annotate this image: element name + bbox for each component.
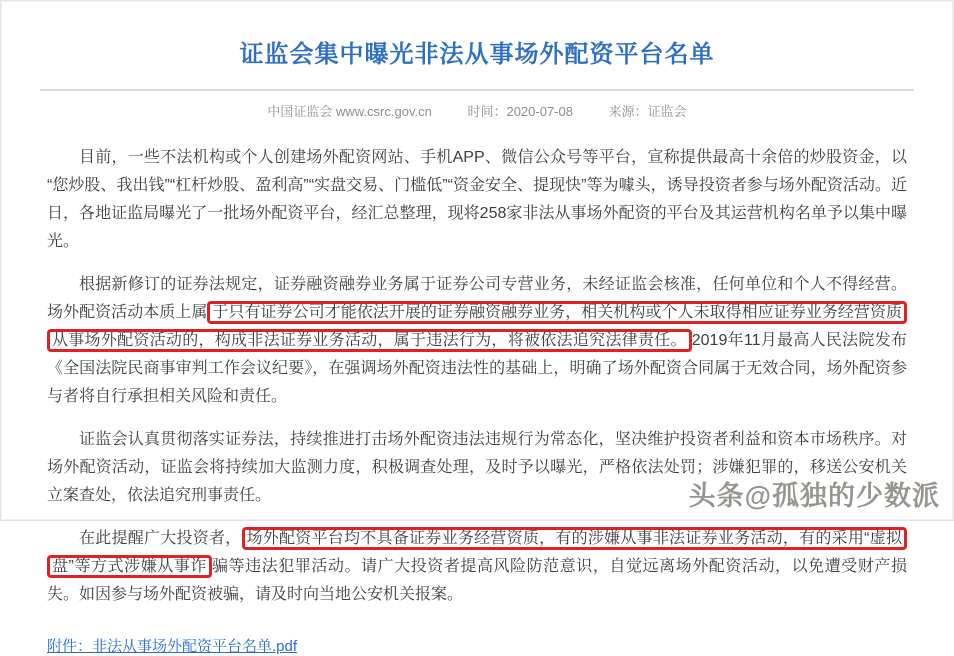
meta-publish-time: 时间：2020-07-08 — [467, 104, 573, 119]
red-highlight-box-investor-warning: 场外配资平台均不具备证券业务经营资质，有的涉嫌从事非法证券业务活动，有的采用“虚拟盘”等方式涉嫌从事诈 — [47, 527, 907, 578]
header-divider — [40, 89, 914, 91]
article-body — [2, 144, 952, 609]
article-meta — [2, 101, 952, 120]
toutiao-watermark: 头条@孤独的少数派 — [688, 481, 940, 511]
attachment-pdf-link[interactable]: 附件：非法从事场外配资平台名单.pdf — [47, 638, 298, 655]
paragraph-4-text-pre: 在此提醒广大投资者， — [79, 530, 242, 547]
paragraph-2-text-post: 2019年11月最高人民法院发布《全国法院民商事审判工作会议纪要》，在强调场外配资违法性的基础上，明确了场外配资合同属于无效合同，场外配资参与者将自行承担相关风险和责任。 — [47, 332, 907, 405]
paragraph-4 — [47, 525, 907, 609]
page-title: 证监会集中曝光非法从事场外配资平台名单 — [239, 41, 715, 68]
paragraph-2-text-pre: 根据新修订的证券法规定，证券融资融券业务属于证券公司专营业务，未经证监会核准，任何单位和个人不得经营。场外配资活动本质上属 — [47, 276, 907, 321]
attachment-row — [2, 635, 952, 656]
paragraph-4-text-post: 骗等违法犯罪活动。请广大投资者提高风险防范意识，自觉远离场外配资活动，以免遭受财产损失。如因参与场外配资被骗，请及时向当地公安机关报案。 — [47, 558, 907, 603]
paragraph-1-text: 目前，一些不法机构或个人创建场外配资网站、手机APP、微信公众号等平台，宣称提供最高十余倍的炒股资金，以“您炒股、我出钱”“杠杆炒股、盈利高”“实盘交易、门槛低”“资金安全、提现快”等为噱头，诱导投资者参与场外配资活动。近日，各地证监局曝光了一批场外配资平台，经汇总整理，现将258家非法从事场外配资的平台及其运营机构名单予以集中曝光。 — [47, 149, 907, 250]
red-highlight-box-legal-liability: 于只有证券公司才能依法开展的证券融资融券业务，相关机构或个人未取得相应证券业务经营资质从事场外配资活动的，构成非法证券业务活动，属于违法行为，将被依法追究法律责任。 — [47, 301, 907, 352]
paragraph-1 — [47, 144, 907, 256]
meta-origin: 来源：证监会 — [608, 104, 687, 119]
paragraph-3-text: 证监会认真贯彻落实证券法，持续推进打击场外配资违法违规行为常态化，坚决维护投资者利益和资本市场秩序。对场外配资活动，证监会将持续加大监测力度，积极调查处理，及时予以曝光，严格依法处罚；涉嫌犯罪的，移送公安机关立案查处，依法追究刑事责任。 — [47, 431, 907, 504]
paragraph-2 — [47, 271, 907, 411]
meta-source-site: 中国证监会 www.csrc.gov.cn — [267, 104, 432, 119]
